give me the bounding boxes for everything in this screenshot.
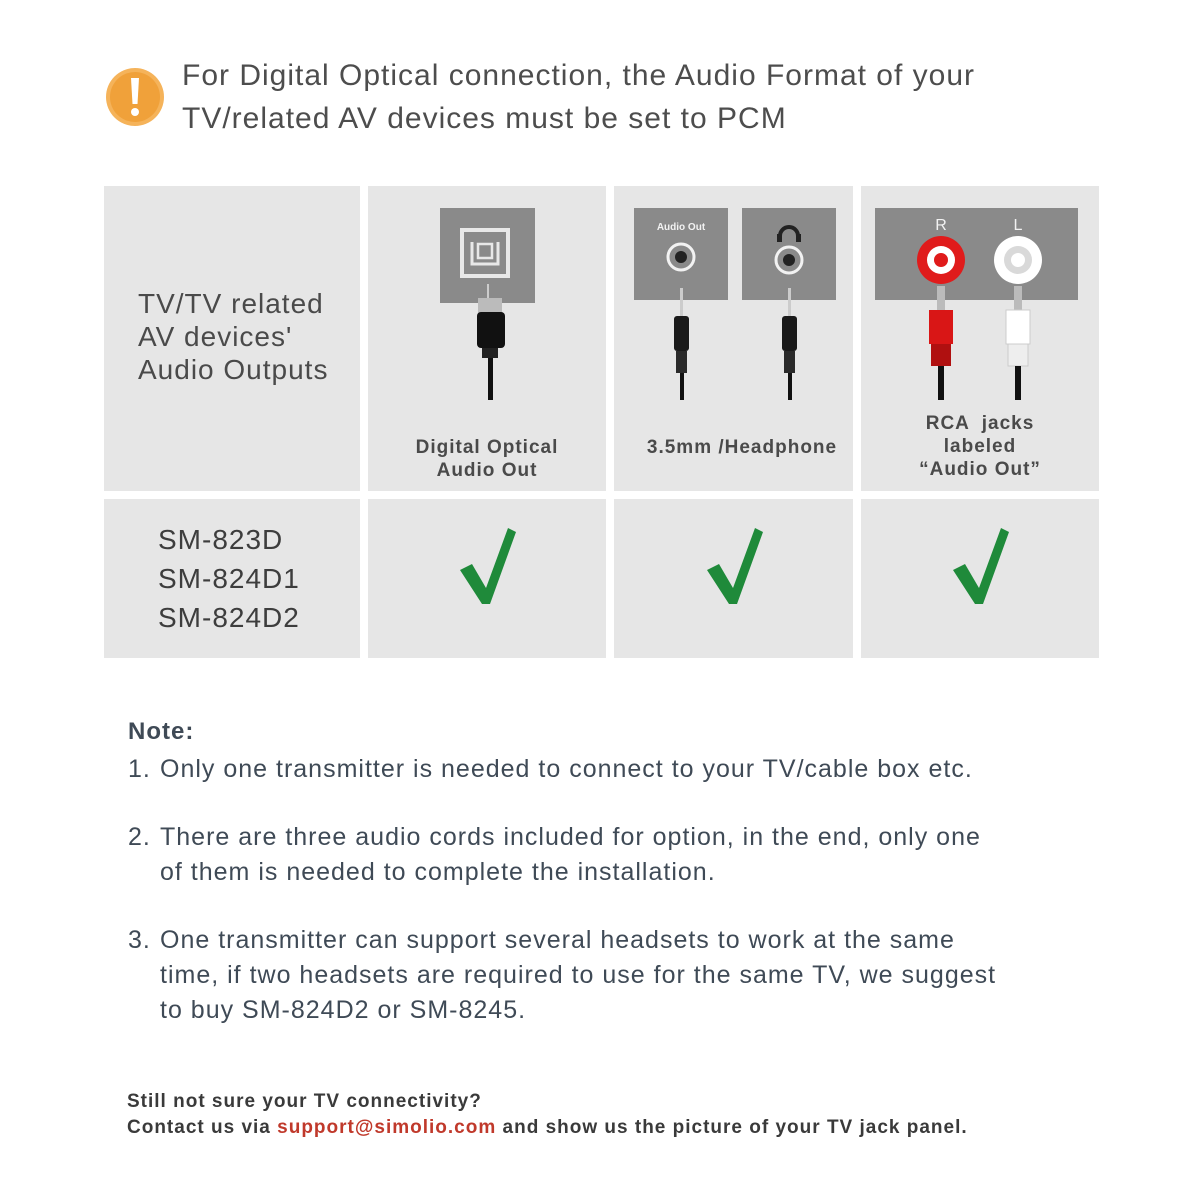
support-email-link[interactable]: support@simolio.com bbox=[277, 1117, 497, 1138]
caption-line: labeled bbox=[943, 436, 1017, 457]
optical-caption bbox=[368, 436, 606, 482]
model-list bbox=[158, 520, 300, 637]
note-number: 1. bbox=[128, 755, 151, 783]
label-line: TV/TV related bbox=[138, 288, 324, 319]
caption-line: RCA jacks bbox=[925, 413, 1035, 434]
note-line: Only one transmitter is needed to connect to your TV/cable box etc. bbox=[160, 755, 973, 783]
note-section bbox=[128, 718, 1128, 1061]
audio-out-port-label: Audio Out bbox=[656, 222, 706, 233]
warning-line-2: TV/related AV devices must be set to PCM bbox=[182, 102, 787, 135]
model-name: SM-824D2 bbox=[158, 602, 300, 633]
caption-line: 3.5mm /Headphone bbox=[646, 437, 838, 458]
exclamation-circle-icon bbox=[104, 66, 166, 128]
headphone-caption bbox=[618, 436, 866, 459]
note-line: time, if two headsets are required to use for the same TV, we suggest bbox=[160, 961, 997, 989]
warning-text bbox=[182, 54, 1082, 140]
model-name: SM-824D1 bbox=[158, 563, 300, 594]
rca-caption bbox=[861, 412, 1099, 481]
note-line: There are three audio cords included for option, in the end, only one bbox=[160, 823, 981, 851]
footer-prefix: Contact us via bbox=[127, 1117, 278, 1138]
audio-outputs-label bbox=[138, 287, 328, 386]
note-item bbox=[128, 820, 1128, 890]
caption-line: Digital Optical bbox=[415, 437, 559, 458]
rca-port-icon bbox=[875, 208, 1078, 403]
check-icon bbox=[458, 526, 518, 606]
footer-question: Still not sure your TV connectivity? bbox=[127, 1091, 482, 1112]
note-line: One transmitter can support several headsets to work at the same bbox=[160, 926, 955, 954]
left-channel-label: L bbox=[1013, 217, 1023, 234]
warning-line-1: For Digital Optical connection, the Audio Format of your bbox=[182, 59, 976, 92]
right-channel-label: R bbox=[935, 217, 947, 234]
check-icon bbox=[951, 526, 1011, 606]
note-number: 3. bbox=[128, 926, 151, 954]
label-line: Audio Outputs bbox=[138, 354, 329, 385]
support-footer bbox=[127, 1089, 968, 1141]
footer-suffix: and show us the picture of your TV jack panel. bbox=[496, 1117, 968, 1138]
note-number: 2. bbox=[128, 823, 151, 851]
caption-line: Audio Out bbox=[436, 460, 538, 481]
note-item bbox=[128, 923, 1128, 1028]
optical-port-icon bbox=[440, 208, 535, 403]
footer-contact bbox=[127, 1115, 968, 1141]
note-line: to buy SM-824D2 or SM-8245. bbox=[160, 996, 527, 1024]
model-name: SM-823D bbox=[158, 524, 284, 555]
check-icon bbox=[705, 526, 765, 606]
note-line: of them is needed to complete the installation. bbox=[160, 858, 716, 886]
note-item bbox=[128, 752, 1128, 787]
note-title: Note: bbox=[128, 718, 195, 745]
label-line: AV devices' bbox=[138, 321, 293, 352]
caption-line: “Audio Out” bbox=[919, 459, 1041, 480]
headphone-port-icon bbox=[634, 208, 838, 403]
